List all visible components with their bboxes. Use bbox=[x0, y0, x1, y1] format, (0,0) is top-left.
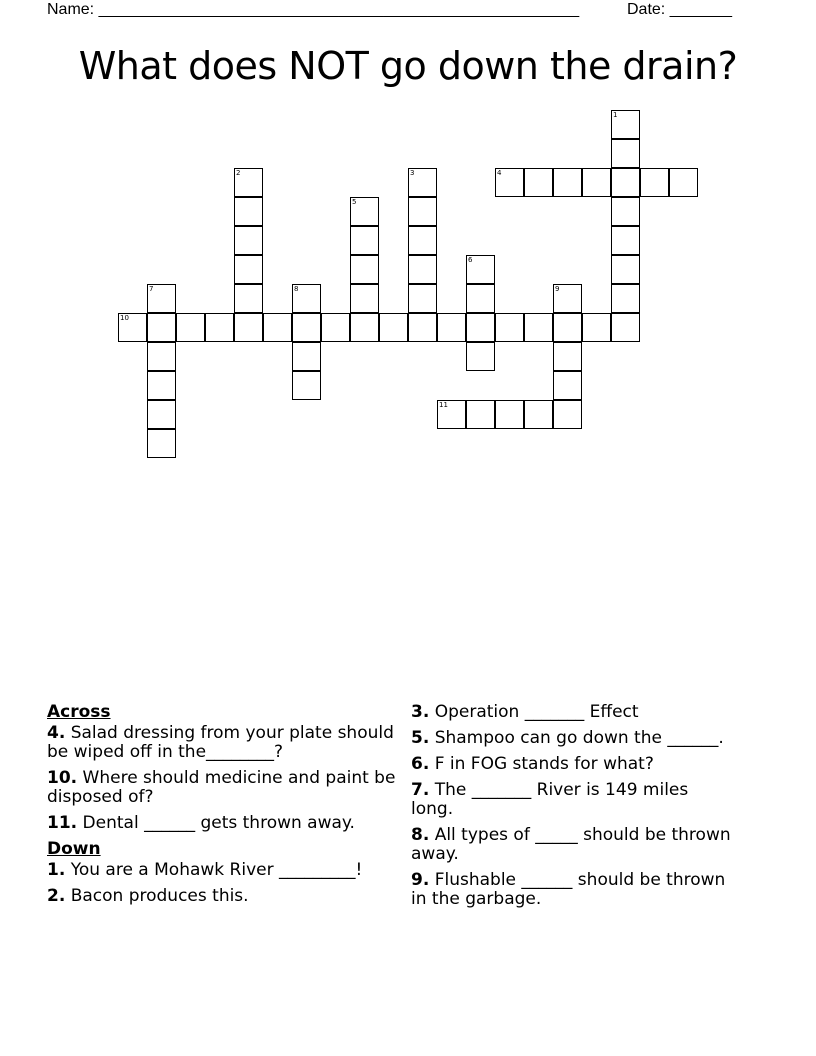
clue-text: The _______ River is 149 miles long. bbox=[411, 780, 689, 819]
crossword-cell[interactable] bbox=[466, 400, 495, 429]
crossword-cell[interactable] bbox=[234, 313, 263, 342]
crossword-cell[interactable] bbox=[176, 313, 205, 342]
clues-right-column bbox=[411, 703, 731, 916]
clue-down-3 bbox=[411, 703, 731, 722]
clue-number: 9. bbox=[411, 870, 430, 890]
clue-text: F in FOG stands for what? bbox=[434, 754, 654, 774]
clue-across-4 bbox=[47, 724, 397, 762]
crossword-cell[interactable] bbox=[263, 313, 292, 342]
clue-text: All types of _____ should be thrown away. bbox=[411, 825, 731, 864]
crossword-cell[interactable] bbox=[147, 371, 176, 400]
crossword-cell[interactable] bbox=[611, 197, 640, 226]
crossword-cell[interactable] bbox=[147, 342, 176, 371]
crossword-cell[interactable] bbox=[611, 255, 640, 284]
crossword-cell[interactable] bbox=[408, 226, 437, 255]
crossword-cell[interactable] bbox=[408, 255, 437, 284]
crossword-cell[interactable] bbox=[147, 429, 176, 458]
date-field: Date: _______ bbox=[627, 1, 732, 18]
clue-number-label: 10 bbox=[120, 314, 129, 322]
crossword-cell[interactable] bbox=[553, 168, 582, 197]
crossword-cell[interactable] bbox=[495, 400, 524, 429]
crossword-cell[interactable] bbox=[466, 313, 495, 342]
clue-down-1 bbox=[47, 861, 397, 880]
crossword-cell[interactable] bbox=[524, 168, 553, 197]
crossword-cell[interactable] bbox=[640, 168, 669, 197]
crossword-cell[interactable] bbox=[669, 168, 698, 197]
crossword-cell[interactable] bbox=[234, 284, 263, 313]
crossword-cell[interactable] bbox=[466, 284, 495, 313]
crossword-cell[interactable] bbox=[437, 400, 466, 429]
crossword-cell[interactable] bbox=[147, 400, 176, 429]
crossword-cell[interactable] bbox=[553, 284, 582, 313]
clue-text: You are a Mohawk River _________! bbox=[70, 860, 363, 880]
crossword-cell[interactable] bbox=[611, 139, 640, 168]
clue-down-2 bbox=[47, 887, 397, 906]
crossword-cell[interactable] bbox=[292, 284, 321, 313]
across-heading: Across bbox=[47, 702, 111, 722]
crossword-cell[interactable] bbox=[350, 313, 379, 342]
clue-number-label: 7 bbox=[149, 285, 154, 293]
crossword-cell[interactable] bbox=[292, 313, 321, 342]
crossword-cell[interactable] bbox=[553, 313, 582, 342]
crossword-grid bbox=[0, 0, 816, 470]
clue-number-label: 6 bbox=[468, 256, 473, 264]
crossword-cell[interactable] bbox=[553, 371, 582, 400]
clue-down-8 bbox=[411, 826, 731, 864]
page-title: What does NOT go down the drain? bbox=[78, 44, 738, 88]
clues-left-column bbox=[47, 703, 397, 913]
crossword-cell[interactable] bbox=[466, 342, 495, 371]
name-field: Name: ______________________________________________________ bbox=[47, 1, 580, 18]
clue-down-7 bbox=[411, 781, 731, 819]
crossword-cell[interactable] bbox=[466, 255, 495, 284]
clue-number: 2. bbox=[47, 886, 66, 906]
crossword-cell[interactable] bbox=[553, 342, 582, 371]
crossword-cell[interactable] bbox=[437, 313, 466, 342]
clue-number-label: 2 bbox=[236, 169, 241, 177]
clue-across-10 bbox=[47, 769, 397, 807]
clue-number-label: 1 bbox=[613, 111, 618, 119]
crossword-cell[interactable] bbox=[234, 168, 263, 197]
clue-number: 4. bbox=[47, 723, 66, 743]
clue-number: 1. bbox=[47, 860, 66, 880]
clue-text: Dental ______ gets thrown away. bbox=[82, 813, 355, 833]
clue-number-label: 8 bbox=[294, 285, 299, 293]
crossword-cell[interactable] bbox=[553, 400, 582, 429]
crossword-cell[interactable] bbox=[147, 284, 176, 313]
crossword-cell[interactable] bbox=[582, 313, 611, 342]
crossword-cell[interactable] bbox=[408, 168, 437, 197]
crossword-cell[interactable] bbox=[611, 226, 640, 255]
clue-text: Where should medicine and paint be disposed of? bbox=[47, 768, 396, 807]
clue-number: 6. bbox=[411, 754, 430, 774]
crossword-cell[interactable] bbox=[582, 168, 611, 197]
crossword-cell[interactable] bbox=[524, 400, 553, 429]
crossword-cell[interactable] bbox=[118, 313, 147, 342]
crossword-cell[interactable] bbox=[321, 313, 350, 342]
crossword-cell[interactable] bbox=[495, 313, 524, 342]
crossword-cell[interactable] bbox=[350, 284, 379, 313]
crossword-cell[interactable] bbox=[611, 313, 640, 342]
clue-text: Salad dressing from your plate should be wiped off in the________? bbox=[47, 723, 394, 762]
crossword-cell[interactable] bbox=[611, 168, 640, 197]
clue-down-6 bbox=[411, 755, 731, 774]
clue-down-5 bbox=[411, 729, 731, 748]
crossword-cell[interactable] bbox=[350, 255, 379, 284]
clue-down-9 bbox=[411, 871, 731, 909]
crossword-cell[interactable] bbox=[234, 197, 263, 226]
clue-number-label: 3 bbox=[410, 169, 415, 177]
crossword-cell[interactable] bbox=[292, 342, 321, 371]
clue-number: 3. bbox=[411, 702, 430, 722]
crossword-cell[interactable] bbox=[408, 284, 437, 313]
clue-number-label: 11 bbox=[439, 401, 448, 409]
crossword-cell[interactable] bbox=[147, 313, 176, 342]
crossword-cell[interactable] bbox=[379, 313, 408, 342]
crossword-cell[interactable] bbox=[350, 226, 379, 255]
clue-number: 11. bbox=[47, 813, 78, 833]
crossword-cell[interactable] bbox=[495, 168, 524, 197]
crossword-cell[interactable] bbox=[350, 197, 379, 226]
crossword-cell[interactable] bbox=[292, 371, 321, 400]
clue-across-11 bbox=[47, 814, 397, 833]
clue-number: 10. bbox=[47, 768, 78, 788]
crossword-cell[interactable] bbox=[234, 255, 263, 284]
crossword-cell[interactable] bbox=[408, 313, 437, 342]
crossword-cell[interactable] bbox=[408, 197, 437, 226]
crossword-cell[interactable] bbox=[611, 284, 640, 313]
crossword-cell[interactable] bbox=[611, 110, 640, 139]
crossword-cell[interactable] bbox=[205, 313, 234, 342]
clue-text: Flushable ______ should be thrown in the garbage. bbox=[411, 870, 726, 909]
crossword-cell[interactable] bbox=[524, 313, 553, 342]
clue-number-label: 5 bbox=[352, 198, 357, 206]
clue-number-label: 4 bbox=[497, 169, 502, 177]
clue-number-label: 9 bbox=[555, 285, 560, 293]
clue-text: Shampoo can go down the ______. bbox=[434, 728, 724, 748]
crossword-cell[interactable] bbox=[234, 226, 263, 255]
clue-text: Operation _______ Effect bbox=[434, 702, 639, 722]
clue-text: Bacon produces this. bbox=[70, 886, 249, 906]
clue-number: 5. bbox=[411, 728, 430, 748]
clue-number: 8. bbox=[411, 825, 430, 845]
down-heading: Down bbox=[47, 839, 101, 859]
clue-number: 7. bbox=[411, 780, 430, 800]
